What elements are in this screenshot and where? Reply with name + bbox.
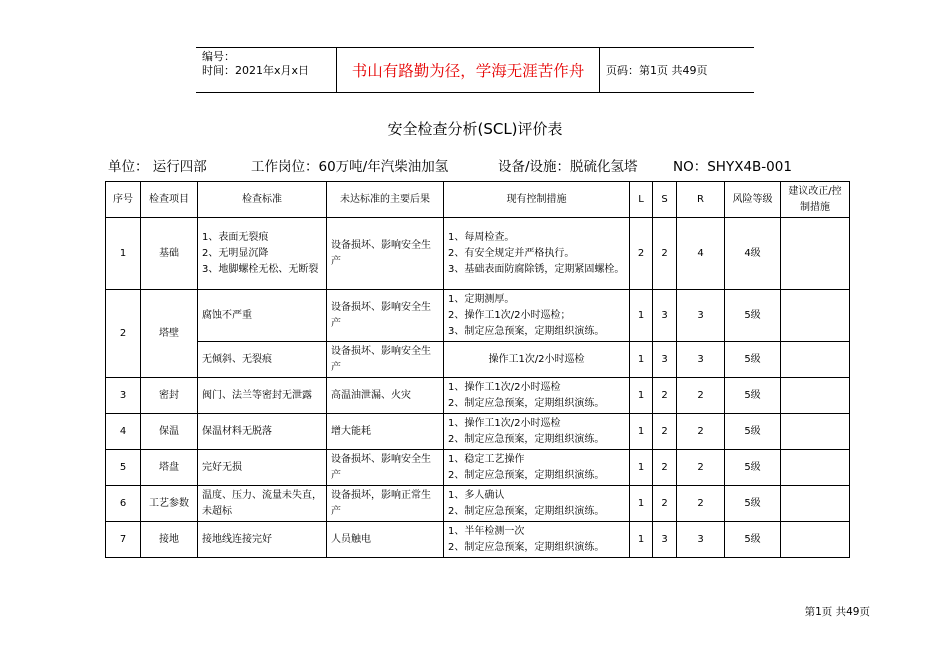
cell-l: 1 — [630, 378, 653, 414]
cell-consequence: 增大能耗 — [327, 414, 444, 450]
cell-suggest — [781, 414, 850, 450]
cell-suggest — [781, 450, 850, 486]
cell-standard: 完好无损 — [198, 450, 327, 486]
cell-suggest — [781, 522, 850, 558]
cell-item: 塔盘 — [141, 450, 198, 486]
header-level: 风险等级 — [725, 182, 781, 218]
cell-s: 3 — [653, 290, 677, 342]
header-item: 检查项目 — [141, 182, 198, 218]
cell-l: 2 — [630, 218, 653, 290]
cell-r: 3 — [677, 522, 725, 558]
cell-standard: 保温材料无脱落 — [198, 414, 327, 450]
table-row — [106, 342, 850, 378]
cell-consequence: 设备损坏、影响安全生产 — [327, 450, 444, 486]
cell-s: 2 — [653, 378, 677, 414]
cell-seq: 2 — [106, 290, 141, 378]
cell-r: 2 — [677, 378, 725, 414]
cell-r: 2 — [677, 450, 725, 486]
cell-level: 5级 — [725, 342, 781, 378]
cell-standard: 温度、压力、流量未失直，未超标 — [198, 486, 327, 522]
table-row — [106, 218, 850, 290]
cell-control: 1、半年检测一次 2、制定应急预案，定期组织演练。 — [444, 522, 630, 558]
table-row — [106, 486, 850, 522]
cell-seq: 5 — [106, 450, 141, 486]
cell-consequence: 设备损坏、影响安全生产 — [327, 218, 444, 290]
cell-level: 5级 — [725, 450, 781, 486]
table-row — [106, 414, 850, 450]
cell-control: 1、操作工1次/2小时巡检 2、制定应急预案，定期组织演练。 — [444, 414, 630, 450]
info-unit: 单位： 运行四部 — [108, 159, 207, 175]
cell-level: 5级 — [725, 290, 781, 342]
info-number: NO：SHYX4B-001 — [673, 159, 792, 175]
cell-s: 2 — [653, 218, 677, 290]
cell-seq: 7 — [106, 522, 141, 558]
cell-l: 1 — [630, 414, 653, 450]
cell-control: 1、多人确认 2、制定应急预案，定期组织演练。 — [444, 486, 630, 522]
cell-l: 1 — [630, 342, 653, 378]
cell-suggest — [781, 290, 850, 342]
cell-consequence: 人员触电 — [327, 522, 444, 558]
cell-level: 5级 — [725, 486, 781, 522]
info-post: 工作岗位：60万吨/年汽柴油加氢 — [251, 159, 449, 175]
table-body — [106, 218, 850, 558]
cell-item: 基础 — [141, 218, 198, 290]
cell-seq: 4 — [106, 414, 141, 450]
table-row — [106, 378, 850, 414]
cell-r: 3 — [677, 342, 725, 378]
cell-item: 接地 — [141, 522, 198, 558]
header-control: 现有控制措施 — [444, 182, 630, 218]
cell-s: 2 — [653, 414, 677, 450]
cell-r: 4 — [677, 218, 725, 290]
cell-item: 工艺参数 — [141, 486, 198, 522]
cell-item: 密封 — [141, 378, 198, 414]
header-standard: 检查标准 — [198, 182, 327, 218]
cell-standard: 无倾斜、无裂痕 — [198, 342, 327, 378]
number-label: 编号： — [202, 50, 235, 63]
cell-suggest — [781, 486, 850, 522]
header-meta — [196, 48, 337, 92]
cell-seq: 6 — [106, 486, 141, 522]
cell-seq: 1 — [106, 218, 141, 290]
cell-suggest — [781, 378, 850, 414]
header-s: S — [653, 182, 677, 218]
cell-l: 1 — [630, 522, 653, 558]
cell-r: 2 — [677, 414, 725, 450]
info-equipment: 设备/设施：脱硫化氢塔 — [498, 159, 638, 175]
cell-level: 5级 — [725, 414, 781, 450]
cell-consequence: 设备损坏，影响正常生产 — [327, 486, 444, 522]
header-suggest: 建议改正/控制措施 — [781, 182, 850, 218]
cell-item: 保温 — [141, 414, 198, 450]
cell-s: 2 — [653, 486, 677, 522]
cell-control: 操作工1次/2小时巡检 — [444, 342, 630, 378]
cell-standard: 腐蚀不严重 — [198, 290, 327, 342]
cell-consequence: 设备损坏、影响安全生产 — [327, 342, 444, 378]
cell-seq: 3 — [106, 378, 141, 414]
cell-standard: 1、表面无裂痕 2、无明显沉降 3、地脚螺栓无松、无断裂 — [198, 218, 327, 290]
header-seq: 序号 — [106, 182, 141, 218]
cell-level: 5级 — [725, 378, 781, 414]
cell-control: 1、操作工1次/2小时巡检 2、制定应急预案，定期组织演练。 — [444, 378, 630, 414]
header-l: L — [630, 182, 653, 218]
time-label: 时间：2021年x月x日 — [202, 64, 310, 77]
header-slogan: 书山有路勤为径，学海无涯苦作舟 — [337, 48, 600, 92]
cell-r: 3 — [677, 290, 725, 342]
table-row — [106, 290, 850, 342]
table-row — [106, 450, 850, 486]
header-consequence: 未达标准的主要后果 — [327, 182, 444, 218]
cell-level: 5级 — [725, 522, 781, 558]
cell-s: 3 — [653, 342, 677, 378]
cell-standard: 接地线连接完好 — [198, 522, 327, 558]
cell-level: 4级 — [725, 218, 781, 290]
header-page-code: 页码：第1页 共49页 — [606, 64, 708, 77]
cell-r: 2 — [677, 486, 725, 522]
cell-consequence: 设备损坏、影响安全生产 — [327, 290, 444, 342]
cell-consequence: 高温油泄漏、火灾 — [327, 378, 444, 414]
page-footer: 第1页 共49页 — [804, 606, 870, 618]
table-row — [106, 522, 850, 558]
header-r: R — [677, 182, 725, 218]
cell-suggest — [781, 218, 850, 290]
cell-l: 1 — [630, 486, 653, 522]
cell-item: 塔壁 — [141, 290, 198, 378]
page-header — [196, 47, 754, 93]
cell-control: 1、每周检查。 2、有安全规定并严格执行。 3、基础表面防腐除锈，定期紧固螺栓。 — [444, 218, 630, 290]
page-title: 安全检查分析(SCL)评价表 — [387, 120, 563, 138]
cell-standard: 阀门、法兰等密封无泄露 — [198, 378, 327, 414]
cell-suggest — [781, 342, 850, 378]
cell-s: 2 — [653, 450, 677, 486]
cell-s: 3 — [653, 522, 677, 558]
cell-l: 1 — [630, 450, 653, 486]
cell-control: 1、稳定工艺操作 2、制定应急预案，定期组织演练。 — [444, 450, 630, 486]
cell-l: 1 — [630, 290, 653, 342]
scl-table — [105, 181, 850, 558]
cell-control: 1、定期测厚。 2、操作工1次/2小时巡检； 3、制定应急预案，定期组织演练。 — [444, 290, 630, 342]
